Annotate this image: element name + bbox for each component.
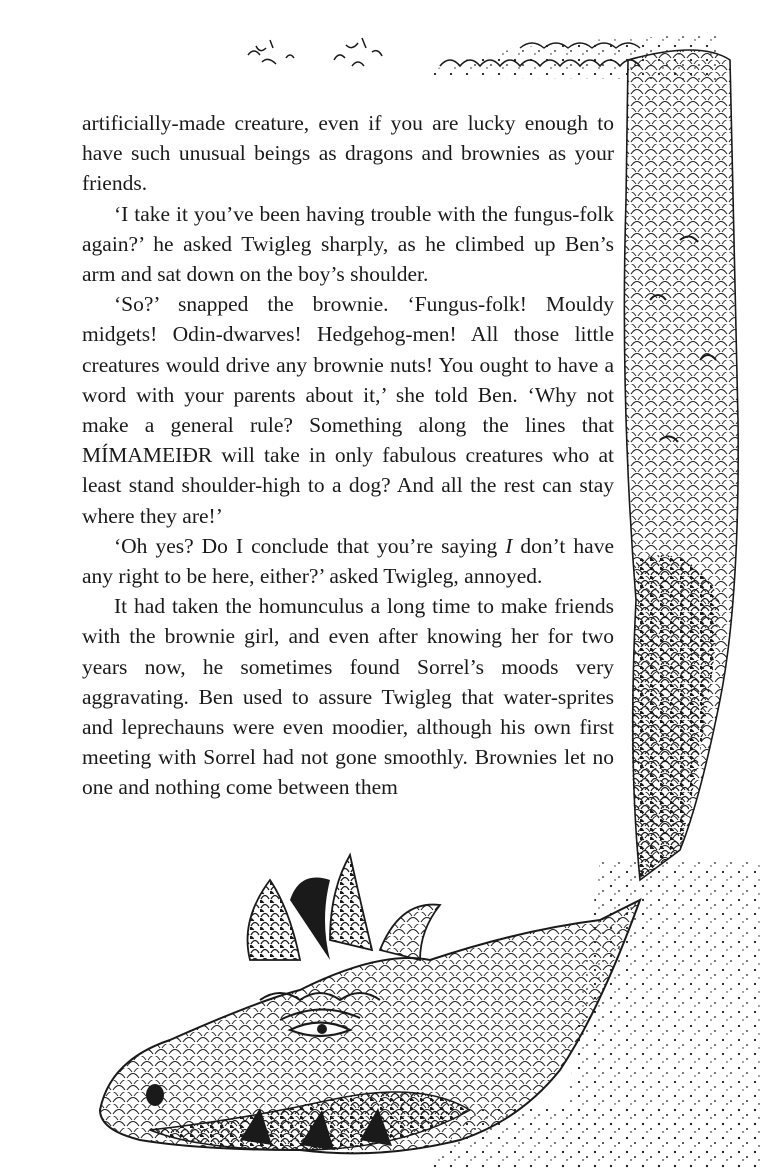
paragraph-4: [82, 531, 614, 591]
body-text: [82, 108, 614, 803]
paragraph-4-before: ‘Oh yes? Do I conclude that you’re saying: [114, 533, 506, 558]
paragraph-5: It had taken the homunculus a long time to make friends with the brownie girl, and even after knowing her for two years now, he sometimes found Sorrel’s moods very aggravating. Ben used to assure Twigleg that water-sprites and leprechauns were even moodier, although his own first meeting with Sorrel had not gone smoothly. Brownies let no one and nothing come between them: [82, 594, 614, 800]
paragraph-1: artificially-made creature, even if you are lucky enough to have such unusual beings as dragons and brownies as your friends.: [82, 111, 614, 196]
paragraph-4-italic: I: [505, 533, 513, 558]
paragraph-2: ‘I take it you’ve been having trouble with the fungus-folk again?’ he asked Twigleg sharply, as he climbed up Ben’s arm and sat down on the boy’s shoulder.: [82, 201, 614, 287]
paragraph-3: ‘So?’ snapped the brownie. ‘Fungus-folk! Mouldy midgets! Odin-dwarves! Hedgehog-men! All those little creatures would drive any brownie nuts! You ought to have a word with your parents about it,’ she told Ben. ‘Why not make a general rule? Something along the lines that MÍMAMEIÐR will take in only fabulous creatures who at least stand shoulder-high to a dog? And all the rest can stay where they are!’: [82, 292, 614, 528]
right-neck-column: [624, 50, 738, 880]
top-tuft-left: [248, 38, 382, 66]
paragraph-4-after: don’t have any right to be here, either?’ asked Twigleg, annoyed.: [82, 533, 614, 589]
